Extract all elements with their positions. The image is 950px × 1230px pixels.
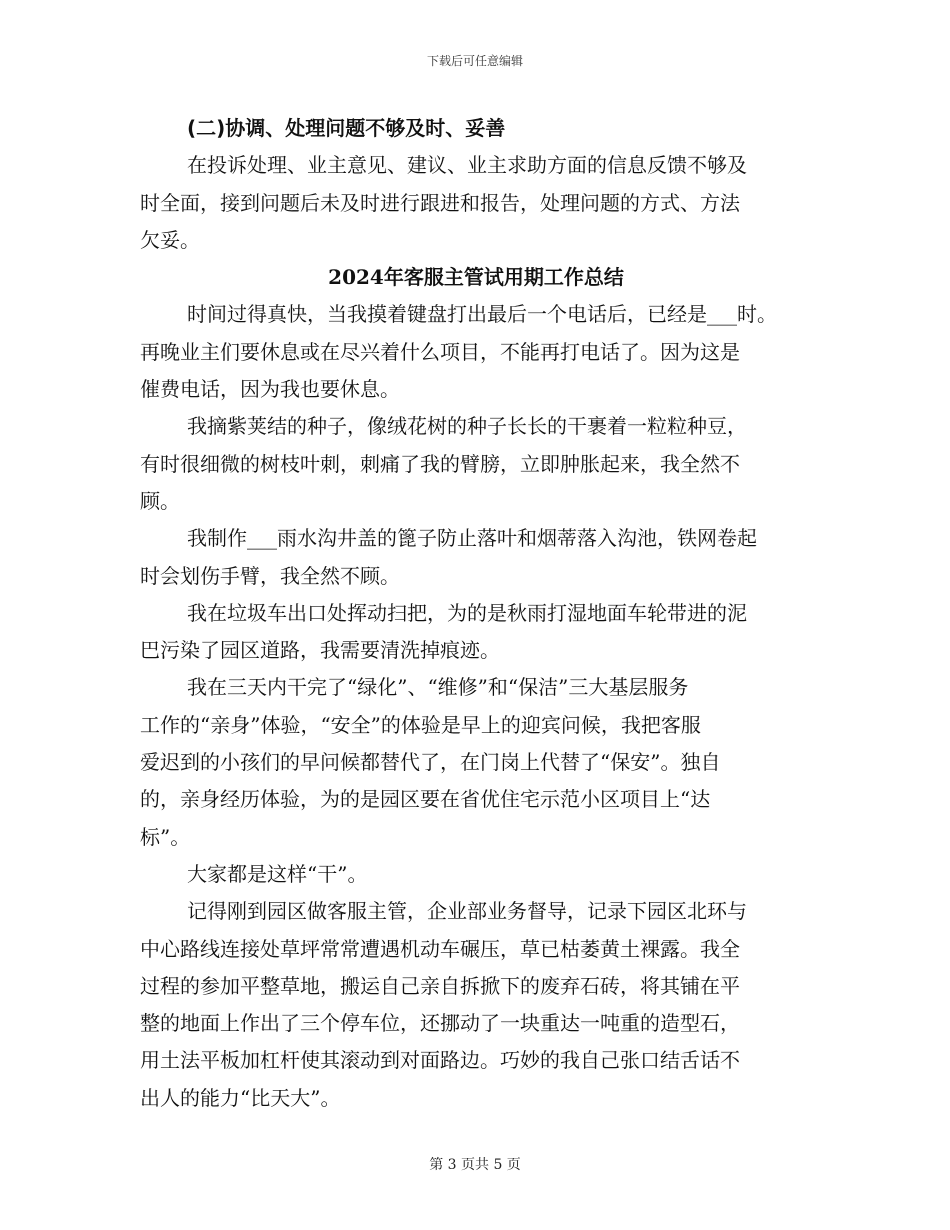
paragraph-line: 爱迟到的小孩们的早问候都替代了，在门岗上代替了“保安”。独自 [140,750,721,775]
paragraph-line: 用土法平板加杠杆使其滚动到对面路边。巧妙的我自己张口结舌话不 [140,1048,740,1073]
paragraph-line: 工作的“亲身”体验，“安全”的体验是早上的迎宾问候，我把客服 [140,712,701,737]
paragraph-line: 我摘紫荚结的种子，像绒花树的种子长长的干裹着一粒粒种豆， [187,414,747,439]
page-header: 下载后可任意编辑 [426,54,523,68]
paragraph-line: 过程的参加平整草地，搬运自己亲自拆掀下的废弃石砖，将其铺在平 [140,973,740,998]
paragraph-line: 记得刚到园区做客服主管，企业部业务督导，记录下园区北环与 [187,899,747,924]
paragraph-line: 的，亲身经历体验，为的是园区要在省优住宅示范小区项目上“达 [140,787,711,812]
paragraph-line: 出人的能力“比天大”。 [140,1085,341,1110]
paragraph-line: 巴污染了园区道路，我需要清洗掉痕迹。 [140,638,500,663]
paragraph-line: 中心路线连接处草坪常常遭遇机动车碾压，草已枯萎黄土裸露。我全 [140,936,740,961]
paragraph-line: 再晚业主们要休息或在尽兴着什么项目，不能再打电话了。因为这是 [140,339,740,364]
paragraph-line: 顾。 [140,488,180,513]
document-body [140,110,812,1117]
paragraph-line: 在投诉处理、业主意见、建议、业主求助方面的信息反馈不够及 [187,153,747,178]
document-title: 2024年客服主管试用期工作总结 [328,265,624,290]
paragraph-line: 我在垃圾车出口处挥动扫把，为的是秋雨打湿地面车轮带进的泥 [187,600,747,625]
paragraph-line: 有时很细微的树枝叶刺，刺痛了我的臂膀，立即肿胀起来，我全然不 [140,451,740,476]
paragraph-line: 标”。 [140,824,191,849]
paragraph-line: 时会划伤手臂，我全然不顾。 [140,563,400,588]
section-heading: (二)协调、处理问题不够及时、妥善 [187,116,506,140]
paragraph-line: 时间过得真快，当我摸着键盘打出最后一个电话后，已经是___时。 [187,302,777,327]
paragraph-line: 我在三天内干完了“绿化”、“维修”和“保洁”三大基层服务 [187,675,689,700]
page-number: 第 3 页共 5 页 [429,1157,521,1173]
paragraph-line: 大家都是这样“干”。 [187,861,368,886]
paragraph-line: 欠妥。 [140,227,200,252]
paragraph-line: 时全面，接到问题后未及时进行跟进和报告，处理问题的方式、方法 [140,190,740,215]
paragraph-line: 整的地面上作出了三个停车位，还挪动了一块重达一吨重的造型石， [140,1011,740,1036]
paragraph-line: 我制作___雨水沟井盖的篦子防止落叶和烟蒂落入沟池，铁网卷起 [187,526,757,551]
paragraph-line: 催费电话，因为我也要休息。 [140,377,400,402]
